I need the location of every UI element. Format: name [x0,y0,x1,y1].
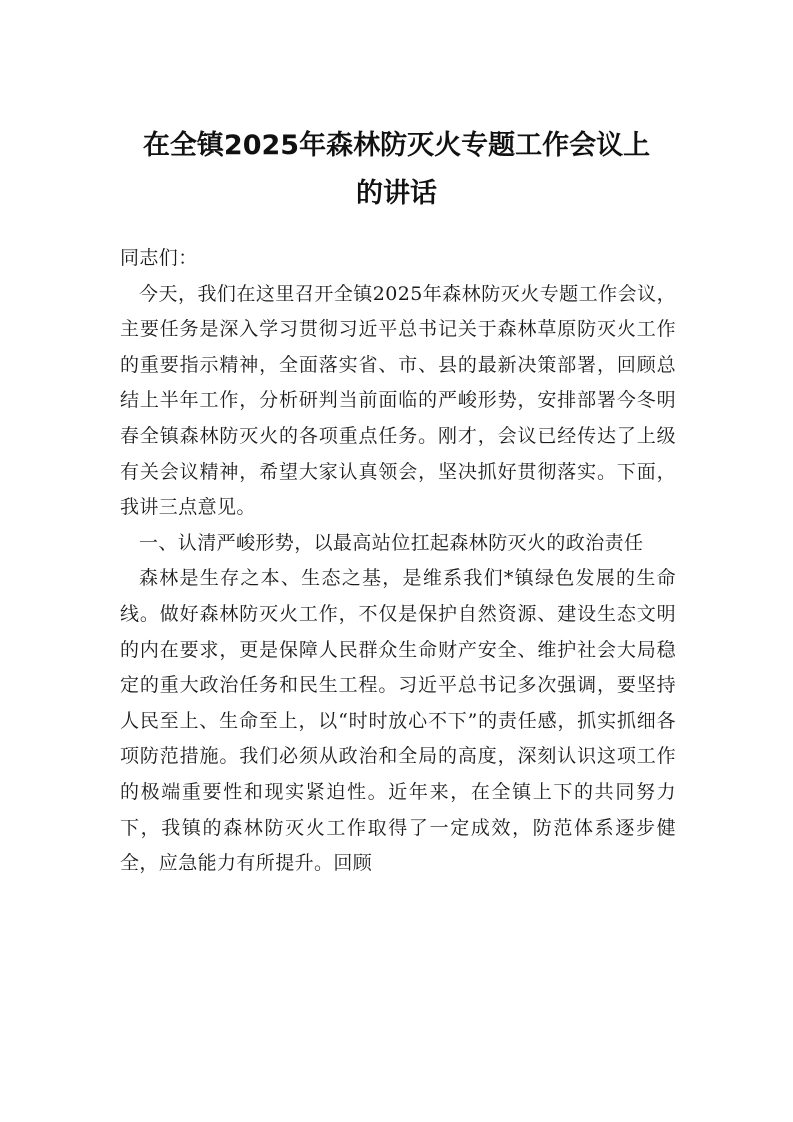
title-line-1: 在全镇2025年森林防灭火专题工作会议上 [142,130,651,161]
document-body [120,241,676,882]
title-line-2: 的讲话 [356,178,437,209]
paragraph-section-1: 森林是生存之本、生态之基，是维系我们*镇绿色发展的生命线。做好森林防灭火工作，不仅是保护自然资源、建设生态文明的内在要求，更是保障人民群众生命财产安全、维护社会大局稳定的重大政治任务和民生工程。习近平总书记多次强调，要坚持人民至上、生命至上，以“时时放心不下”的责任感，抓实抓细各项防范措施。我们必须从政治和全局的高度，深刻认识这项工作的极端重要性和现实紧迫性。近年来，在全镇上下的共同努力下，我镇的森林防灭火工作取得了一定成效，防范体系逐步健全，应急能力有所提升。回顾 [120,567,676,875]
section-heading-1: 一、认清严峻形势，以最高站位扛起森林防灭火的政治责任 [139,531,644,554]
paragraph-intro: 今天，我们在这里召开全镇2025年森林防灭火专题工作会议，主要任务是深入学习贯彻习近平总书记关于森林草原防灭火工作的重要指示精神，全面落实省、市、县的最新决策部署，回顾总结上半年工作，分析研判当前面临的严峻形势，安排部署今冬明春全镇森林防灭火的各项重点任务。刚才，会议已经传达了上级有关会议精神，希望大家认真领会，坚决抓好贯彻落实。下面，我讲三点意见。 [120,282,676,519]
document-title [110,122,683,218]
salutation: 同志们： [120,247,198,269]
